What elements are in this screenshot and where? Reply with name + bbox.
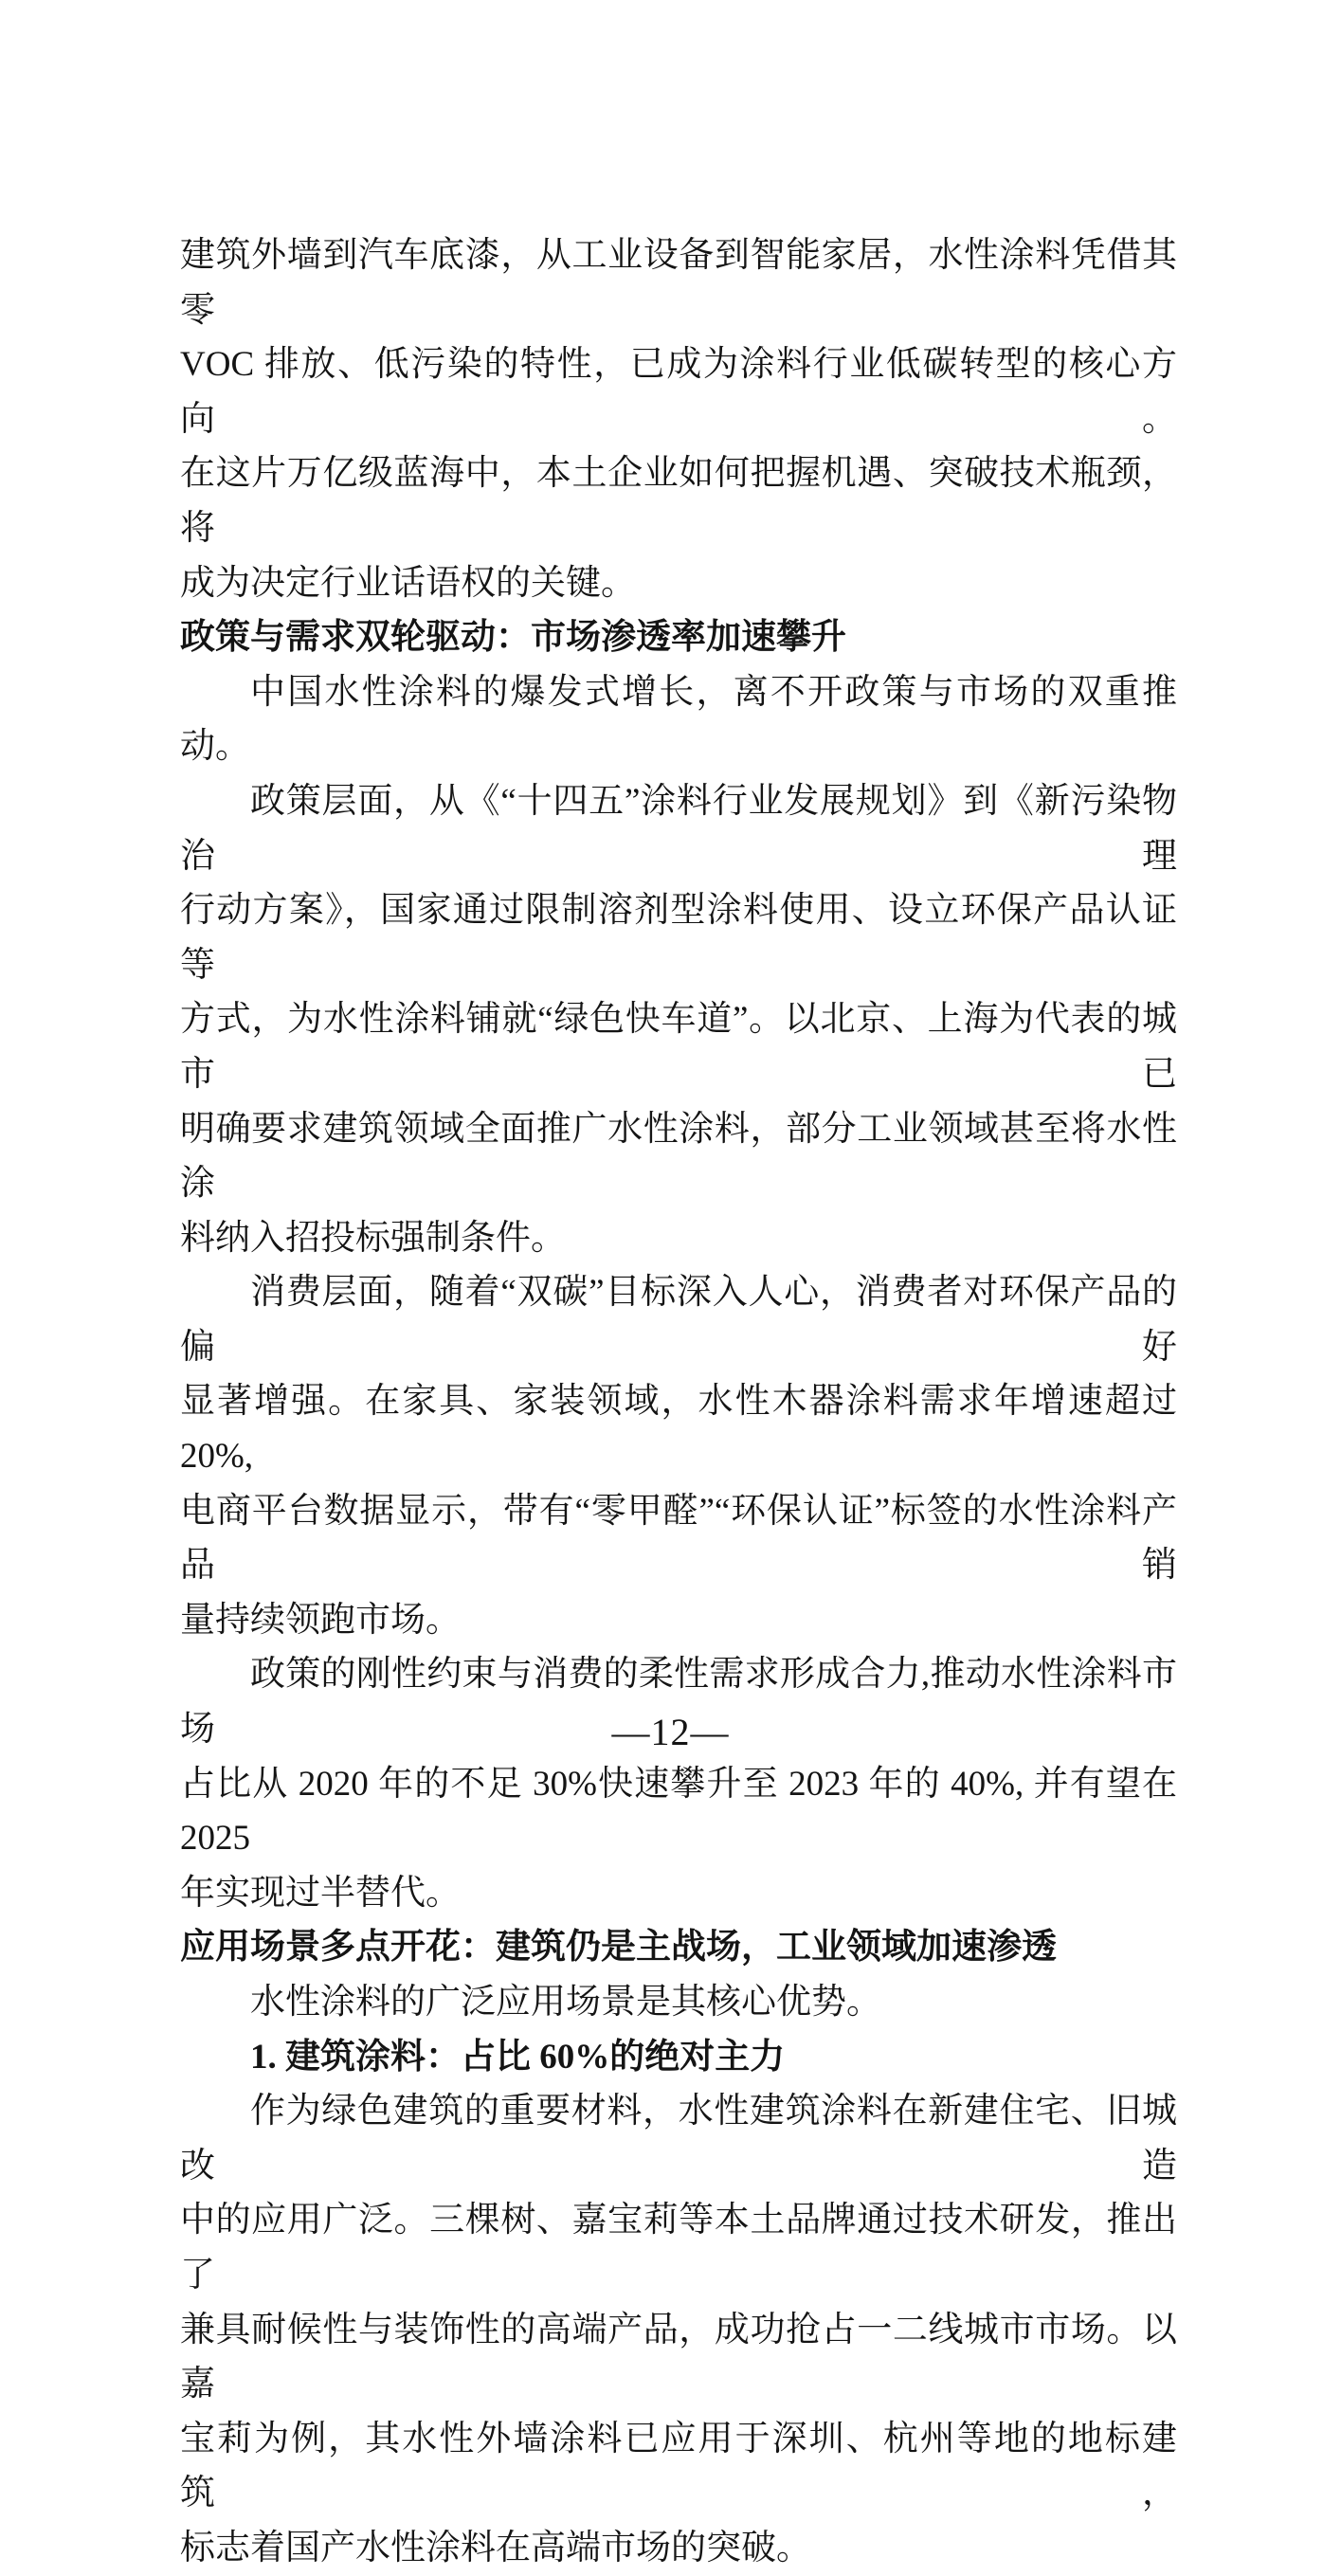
paragraph-line: 消费层面，随着“双碳”目标深入人心，消费者对环保产品的偏好 — [180, 1273, 1177, 1367]
paragraph-line: 兼具耐候性与装饰性的高端产品，成功抢占一二线城市市场。以嘉 — [180, 2310, 1177, 2404]
paragraph-line: 料纳入招投标强制条件。 — [180, 1218, 566, 1258]
section-heading-policy-demand: 政策与需求双轮驱动：市场渗透率加速攀升 — [180, 618, 846, 658]
paragraph-line: 年实现过半替代。 — [180, 1873, 461, 1913]
page-number: —12— — [611, 1711, 730, 1753]
paragraph-line: 量持续领跑市场。 — [180, 1600, 461, 1640]
subitem-heading-architectural-coatings: 1. 建筑涂料：占比 60%的绝对主力 — [250, 2037, 786, 2077]
paragraph-line: 电商平台数据显示，带有“零甲醛”“环保认证”标签的水性涂料产品销 — [180, 1491, 1177, 1586]
paragraph-line: 明确要求建筑领域全面推广水性涂料，部分工业领域甚至将水性涂 — [180, 1109, 1177, 1204]
paragraph-line: 作为绿色建筑的重要材料，水性建筑涂料在新建住宅、旧城改造 — [180, 2092, 1177, 2186]
paragraph-line: 政策的刚性约束与消费的柔性需求形成合力,推动水性涂料市场 — [180, 1655, 1177, 1750]
paragraph-line: 政策层面，从《“十四五”涂料行业发展规划》到《新污染物治理 — [180, 781, 1177, 876]
paragraph-line: 标志着国产水性涂料在高端市场的突破。 — [180, 2528, 811, 2567]
paragraph-line: 占比从 2020 年的不足 30%快速攀升至 2023 年的 40%, 并有望在 2025 — [180, 1764, 1177, 1859]
paragraph-line: 在这片万亿级蓝海中，本土企业如何把握机遇、突破技术瓶颈，将 — [180, 454, 1177, 548]
paragraph-line: 中国水性涂料的爆发式增长，离不开政策与市场的双重推动。 — [180, 672, 1177, 767]
section-heading-applications: 应用场景多点开花：建筑仍是主战场，工业领域加速渗透 — [180, 1928, 1057, 1968]
paragraph-line: 宝莉为例，其水性外墙涂料已应用于深圳、杭州等地的地标建筑， — [180, 2419, 1177, 2513]
paragraph-line: 建筑外墙到汽车底漆，从工业设备到智能家居，水性涂料凭借其零 — [180, 236, 1177, 330]
paragraph-line: 显著增强。在家具、家装领域，水性木器涂料需求年增速超过 20%, — [180, 1382, 1177, 1477]
text-block — [180, 228, 1177, 2576]
paragraph-line: 方式，为水性涂料铺就“绿色快车道”。以北京、上海为代表的城市已 — [180, 1000, 1177, 1094]
paragraph-line: 成为决定行业话语权的关键。 — [180, 563, 636, 603]
paragraph-line: 行动方案》，国家通过限制溶剂型涂料使用、设立环保产品认证等 — [180, 891, 1177, 985]
paragraph-line: VOC 排放、低污染的特性，已成为涂料行业低碳转型的核心方向。 — [180, 345, 1177, 439]
paragraph-line: 水性涂料的广泛应用场景是其核心优势。 — [250, 1983, 881, 2022]
paragraph-line: 中的应用广泛。三棵树、嘉宝莉等本土品牌通过技术研发，推出了 — [180, 2201, 1177, 2295]
